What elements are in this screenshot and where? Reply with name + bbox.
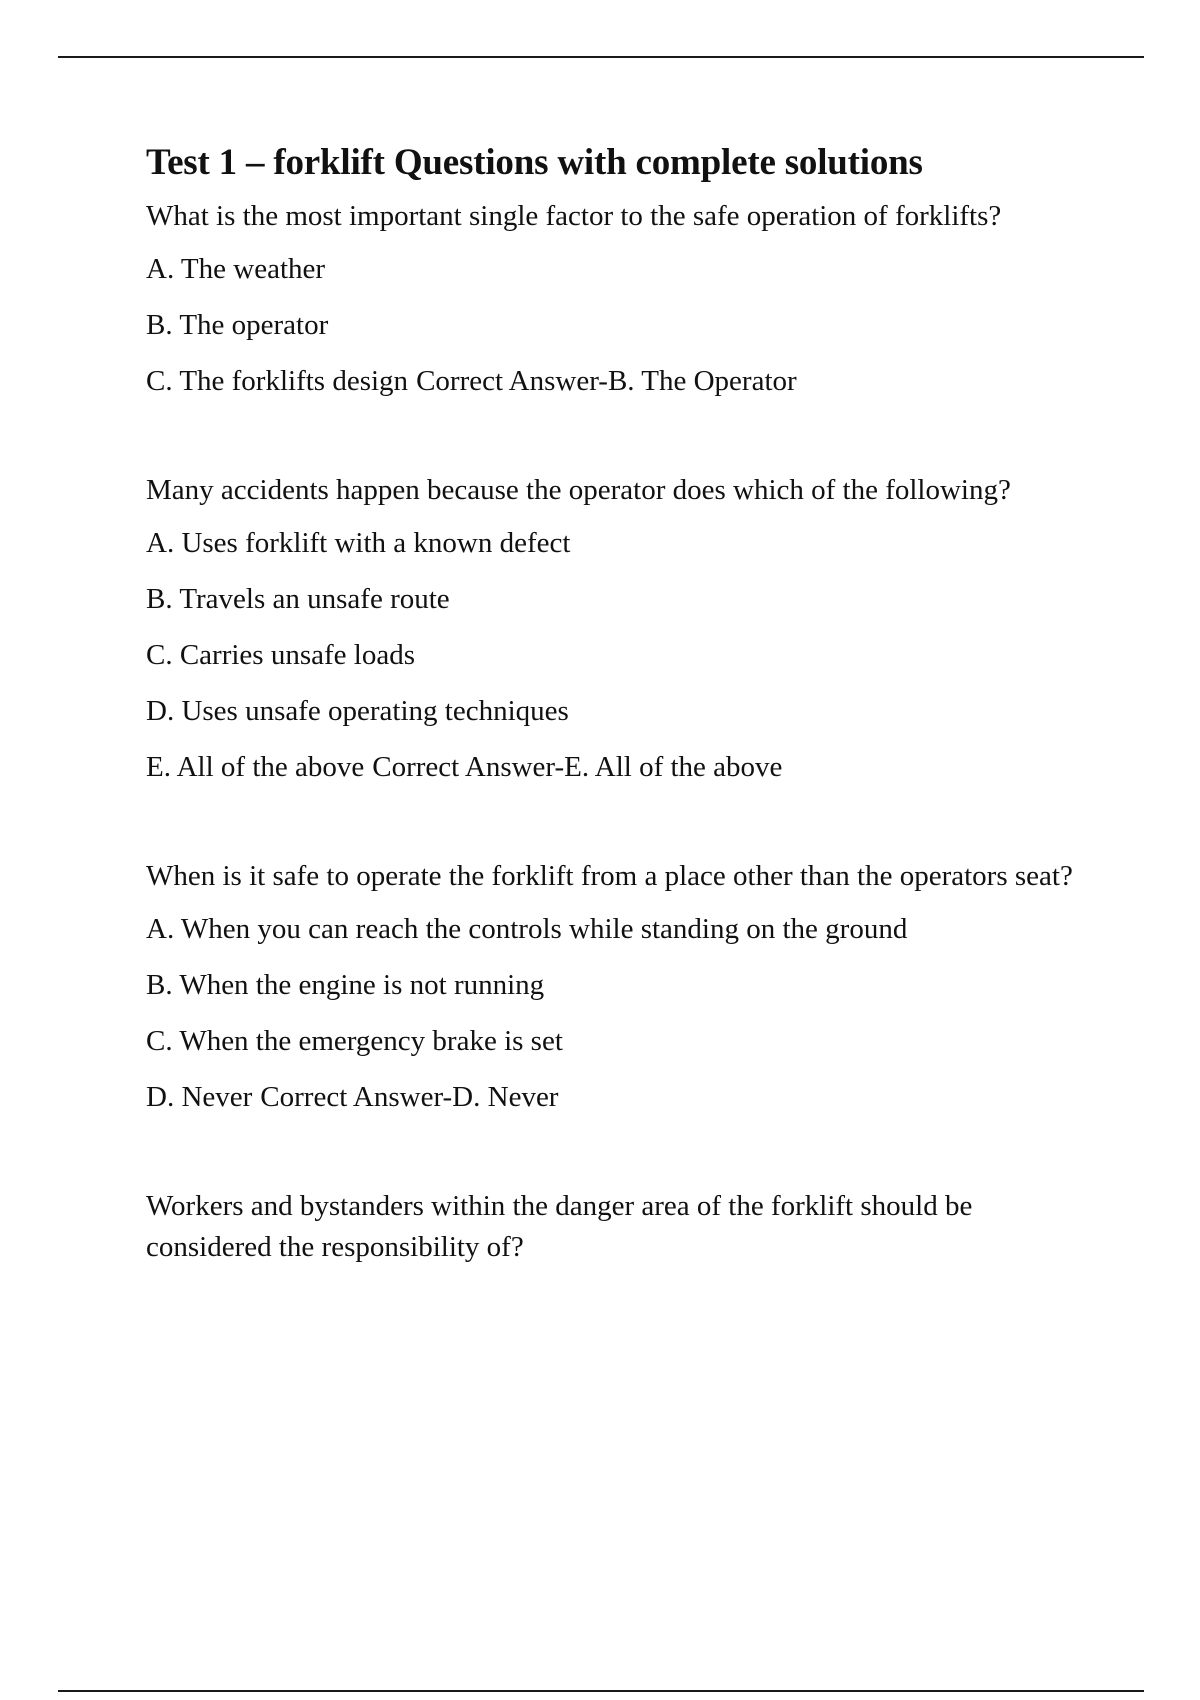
answer-option: [146, 747, 1086, 788]
answer-option: [146, 635, 1086, 676]
question-block: [146, 196, 1086, 402]
option-label: B. The operator: [146, 309, 329, 341]
option-label: A. When you can reach the controls while standing on the ground: [146, 913, 908, 945]
correct-answer: Correct Answer-D. Never: [260, 1081, 559, 1113]
option-label: B. When the engine is not running: [146, 969, 545, 1001]
option-label: C. Carries unsafe loads: [146, 639, 415, 671]
option-label: A. Uses forklift with a known defect: [146, 527, 571, 559]
question-text: Workers and bystanders within the danger area of the forklift should be considered the responsibility of?: [146, 1190, 973, 1263]
document-title: Test 1 – forklift Questions with complete solutions: [146, 142, 923, 183]
answer-option: [146, 965, 1086, 1006]
answer-option: [146, 691, 1086, 732]
question-block: [146, 856, 1086, 1118]
option-label: C. The forklifts design: [146, 365, 409, 397]
question-text: Many accidents happen because the operator does which of the following?: [146, 474, 1011, 506]
answer-option: [146, 909, 1086, 950]
answer-option: [146, 1077, 1086, 1118]
option-label: E. All of the above: [146, 751, 365, 783]
option-label: D. Uses unsafe operating techniques: [146, 695, 569, 727]
document-body: [146, 140, 1086, 1336]
question-text: What is the most important single factor to the safe operation of forklifts?: [146, 200, 1002, 232]
answer-option: [146, 579, 1086, 620]
footer-rule: [58, 1690, 1144, 1692]
option-label: C. When the emergency brake is set: [146, 1025, 563, 1057]
answer-option: [146, 361, 1086, 402]
option-label: B. Travels an unsafe route: [146, 583, 450, 615]
option-label: A. The weather: [146, 253, 326, 285]
answer-option: [146, 1021, 1086, 1062]
answer-option: [146, 305, 1086, 346]
question-block: [146, 470, 1086, 788]
question-block: [146, 1186, 1086, 1268]
question-text: When is it safe to operate the forklift from a place other than the operators seat?: [146, 860, 1073, 892]
header-rule: [58, 56, 1144, 58]
answer-option: [146, 249, 1086, 290]
correct-answer: Correct Answer-B. The Operator: [416, 365, 797, 397]
option-label: D. Never: [146, 1081, 253, 1113]
answer-option: [146, 523, 1086, 564]
correct-answer: Correct Answer-E. All of the above: [372, 751, 783, 783]
